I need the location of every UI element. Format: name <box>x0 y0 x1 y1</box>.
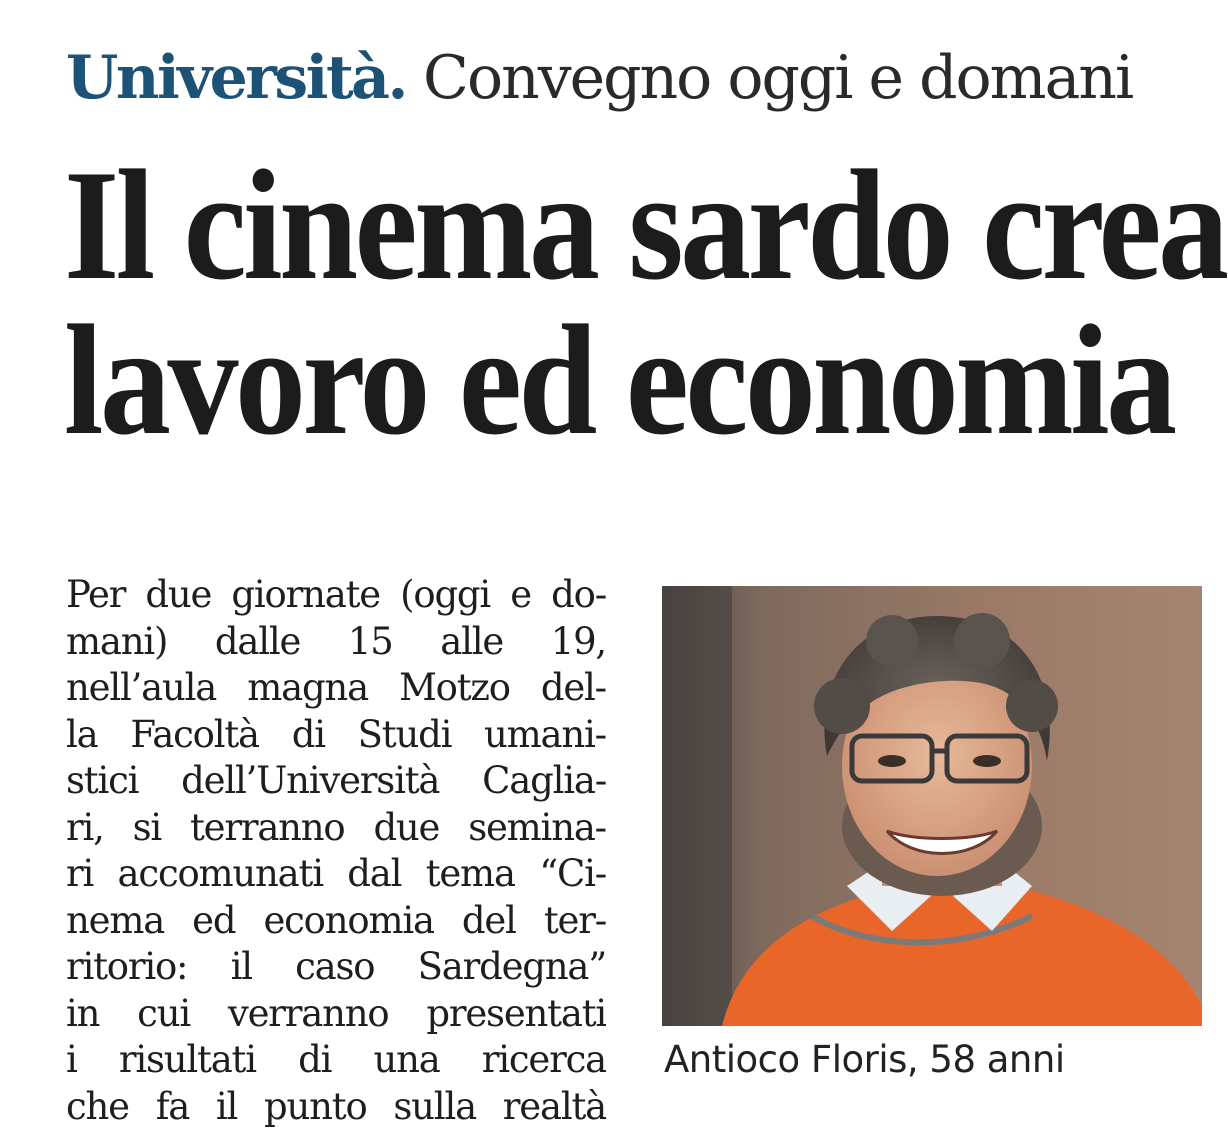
portrait-photo <box>662 586 1202 1026</box>
article-body <box>66 572 606 1130</box>
kicker-subtitle: Convegno oggi e domani <box>423 43 1133 113</box>
photo-caption: Antioco Floris, 58 anni <box>664 1038 1065 1081</box>
body-line: ri accomunati dal tema “Ci- <box>66 852 606 895</box>
body-line: ritorio: il caso Sardegna” <box>66 945 606 988</box>
section-label: Università. <box>66 43 406 113</box>
body-line: Per due giornate (oggi e do- <box>66 573 606 616</box>
headline-line-1: Il cinema sardo crea <box>64 138 1226 313</box>
body-line: nell’aula magna Motzo del- <box>66 666 606 709</box>
kicker <box>66 38 1132 118</box>
headline <box>64 138 1226 468</box>
body-line: mani) dalle 15 alle 19, <box>66 619 606 663</box>
body-line: i risultati di una ricerca <box>66 1038 606 1081</box>
body-line: stici dell’Università Caglia- <box>66 759 606 802</box>
body-line: ri, si terranno due semina- <box>66 805 606 849</box>
body-line: nema ed economia del ter- <box>66 898 606 942</box>
body-line: in cui verranno presentati <box>66 991 606 1035</box>
headline-line-2: lavoro ed economia <box>64 293 1174 468</box>
body-line: che fa il punto sulla realtà <box>66 1084 606 1128</box>
body-line: la Facoltà di Studi umani- <box>66 712 606 756</box>
